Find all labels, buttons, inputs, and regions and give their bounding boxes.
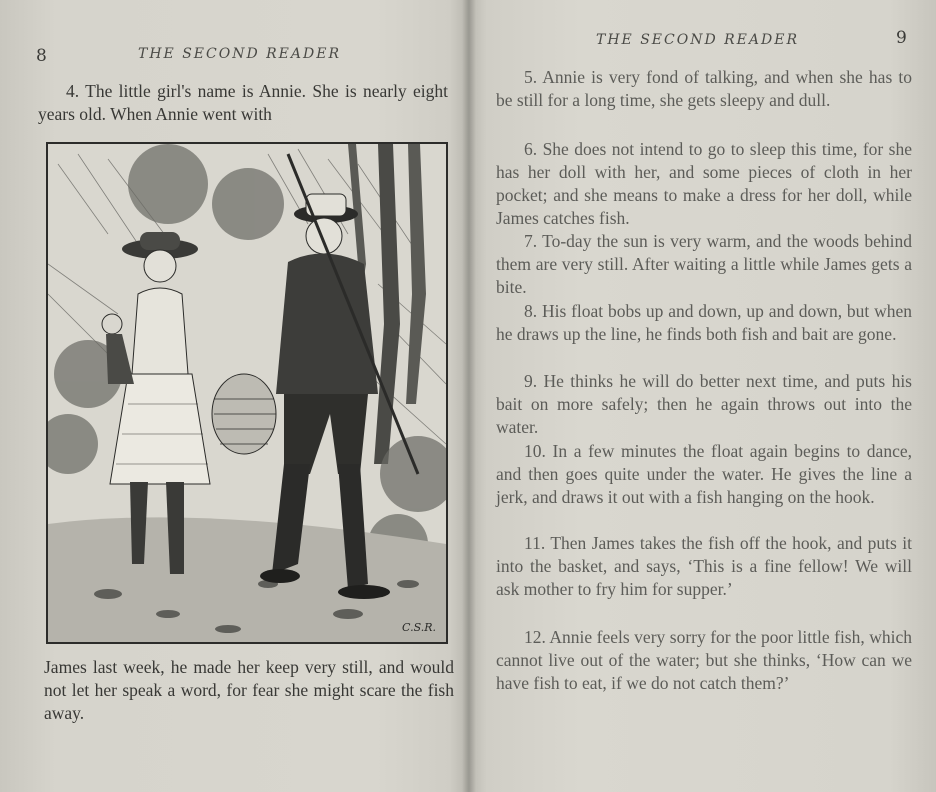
left-running-head: THE SECOND READER	[138, 46, 341, 62]
paragraph-8: 8. His float bobs up and down, up and down, but when he draws up the line, he finds both fish and bait are gone.	[496, 301, 912, 344]
paragraph-11: 11. Then James takes the fish off the hook, and puts it into the basket, and says, ‘This is a fine fellow! We will ask mother to fry him for supper.’	[496, 533, 912, 599]
right-running-head: THE SECOND READER	[596, 32, 799, 48]
artist-signature: C.S.R.	[402, 621, 436, 634]
paragraph-4-top: 4. The little girl's name is Annie. She is nearly eight years old. When Annie went with	[38, 81, 448, 124]
paragraph-7: 7. To-day the sun is very warm, and the woods behind them are very still. After waiting a little while James gets a bite.	[496, 231, 912, 297]
paragraph-4-bottom: James last week, he made her keep very still, and would not let her speak a word, for fear she might scare the fish away.	[44, 657, 454, 723]
paragraph-6: 6. She does not intend to go to sleep this time, for she has her doll with her, and some pieces of cloth in her pocket; and she means to make a dress for her doll, while James catches fish.	[496, 139, 912, 228]
left-page-number: 8	[36, 46, 47, 66]
left-page	[0, 0, 466, 792]
right-page	[476, 0, 936, 792]
engraving-art	[48, 144, 446, 642]
right-page-number: 9	[896, 28, 907, 48]
engraving-illustration	[46, 142, 448, 644]
paragraph-12: 12. Annie feels very sorry for the poor little fish, which cannot live out of the water; but she thinks, ‘How can we have fish to eat, if we do not catch them?’	[496, 627, 912, 693]
paragraph-10: 10. In a few minutes the float again begins to dance, and then goes quite under the water. He gives the line a jerk, and draws it out with a fish hanging on the hook.	[496, 441, 912, 507]
paragraph-9: 9. He thinks he will do better next time, and puts his bait on more safely; then he again throws out into the water.	[496, 371, 912, 437]
paragraph-5: 5. Annie is very fond of talking, and when she has to be still for a long time, she gets sleepy and dull.	[496, 67, 912, 110]
